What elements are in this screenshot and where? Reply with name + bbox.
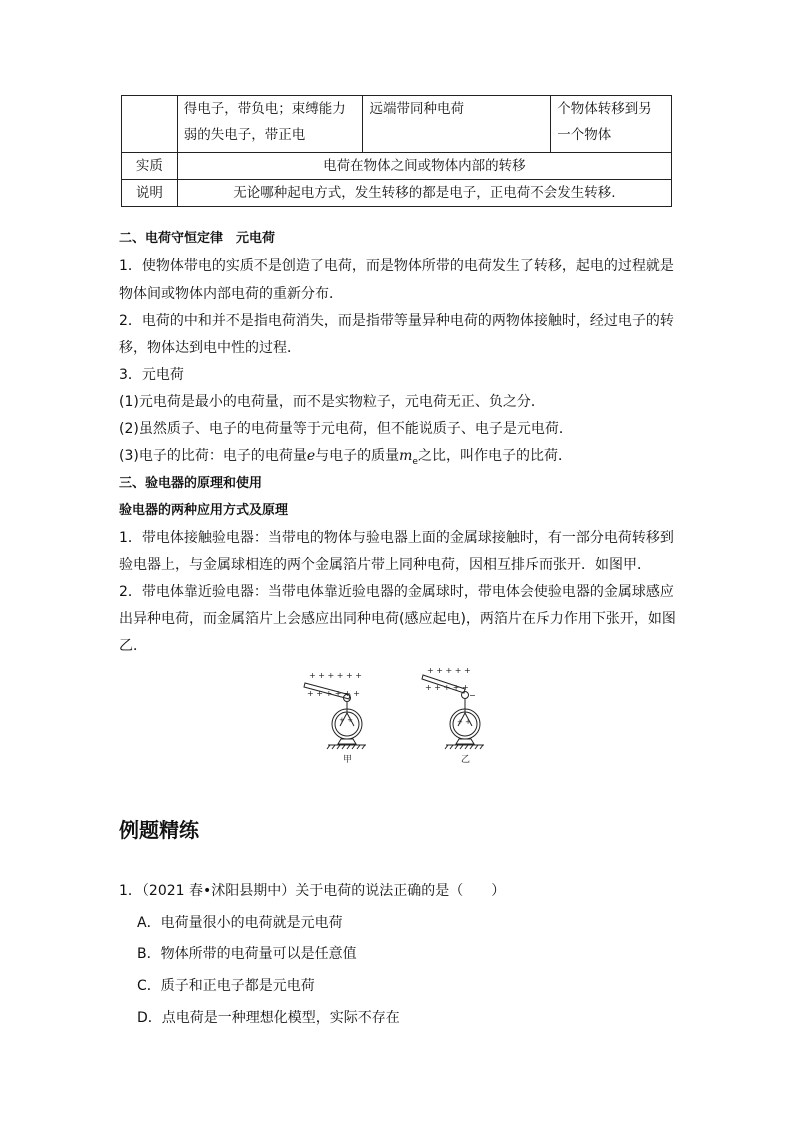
option-c: C．质子和正电子都是元电荷 [137,978,315,994]
charge-marks: + + + + + [427,668,471,675]
ground-hatch [327,745,365,749]
symbol-e: e [306,448,316,464]
paragraph-line: 物体间或物体内部电荷的重新分布． [119,286,343,302]
charging-methods-table [121,95,672,207]
electroscope-figure [295,668,495,768]
row-value: 无论哪种起电方式，发生转移的都是电子，正电荷不会发生转移. [177,180,671,207]
figure-label-b: 乙 [461,755,471,765]
electroscope-a [304,671,366,749]
charge-marks: − [469,691,476,700]
paragraph-line: 1．带电体接触验电器：当带电的物体与验电器上面的金属球接触时，有一部分电荷转移到 [119,530,674,546]
table-cell [363,96,551,153]
charge-marks: + + + + + + [307,689,360,698]
text-span: (3)电子的比荷：电子的电荷量 [119,448,307,464]
paragraph-line: 2．带电体靠近验电器：当带电体靠近验电器的金属球时，带电体会使验电器的金属球感应 [119,584,674,600]
paragraph-line: 2．电荷的中和并不是指电荷消失，而是指带等量异种电荷的两物体接触时，经过电子的转 [119,313,674,329]
paragraph-line: 验电器上，与金属球相连的两个金属箔片带上同种电荷，因相互排斥而张开．如图甲． [119,557,651,573]
text-span: 之比，叫作电子的比荷． [417,448,572,464]
table-cell [551,96,672,153]
charge-marks: + + [339,716,353,724]
cell-text: 远端带同种电荷 [369,101,464,117]
table-row [122,153,672,180]
paragraph-line: 3．元电荷 [119,367,184,383]
paragraph-line: 1．使物体带电的实质不是创造了电荷，而是物体所带的电荷发生了转移，起电的过程就是 [119,258,674,274]
table-cell [177,96,363,153]
symbol-m: m [399,448,413,464]
table-row [122,180,672,207]
examples-heading: 例题精练 [119,818,199,842]
electroscope-base [338,739,356,744]
table-cell-empty [122,96,178,153]
charge-marks: + + + + + + [309,671,362,680]
paragraph-line: 乙． [119,638,147,654]
section-heading: 三、验电器的原理和使用 [119,476,263,491]
cell-text: 得电子，带负电；束缚能力 [183,101,346,117]
ground-hatch [445,745,483,749]
metal-ball [462,692,469,699]
cell-text: 一个物体 [557,127,612,143]
row-label: 说明 [122,180,178,207]
paragraph-line: 出异种电荷，而金属箔片上会感应出同种电荷(感应起电)，两箔片在斥力作用下张开，如图 [119,611,676,627]
electroscope-base [456,739,474,744]
paragraph-line [119,446,572,472]
question-stem: 1．（2021 春•沭阳县期中）关于电荷的说法正确的是（ ） [119,883,506,899]
row-label: 实质 [122,153,178,180]
charge-marks: + + + + + [425,683,469,692]
figure-label-a: 甲 [343,755,353,765]
section-heading: 二、电荷守恒定律 元电荷 [119,231,276,246]
paragraph-line: (2)虽然质子、电子的电荷量等于元电荷，但不能说质子、电子是元电荷． [119,421,573,437]
cell-text: 个物体转移到另 [557,101,652,117]
option-a: A．电荷量很小的电荷就是元电荷 [137,915,343,931]
symbol-subscript: e [412,456,418,467]
option-b: B．物体所带的电荷量可以是任意值 [137,946,357,962]
row-value: 电荷在物体之间或物体内部的转移 [177,153,671,180]
paragraph-line: (1)元电荷是最小的电荷量，而不是实物粒子，元电荷无正、负之分． [119,394,545,410]
table-row [122,96,672,153]
cell-text: 弱的失电子，带正电 [183,127,306,143]
paragraph-line: 移，物体达到电中性的过程． [119,340,301,356]
option-d: D．点电荷是一种理想化模型，实际不存在 [137,1010,400,1026]
text-span: 与电子的质量 [315,448,400,464]
section-subheading: 验电器的两种应用方式及原理 [119,503,289,518]
electroscope-b [422,668,484,749]
charge-marks: + + [457,718,471,726]
